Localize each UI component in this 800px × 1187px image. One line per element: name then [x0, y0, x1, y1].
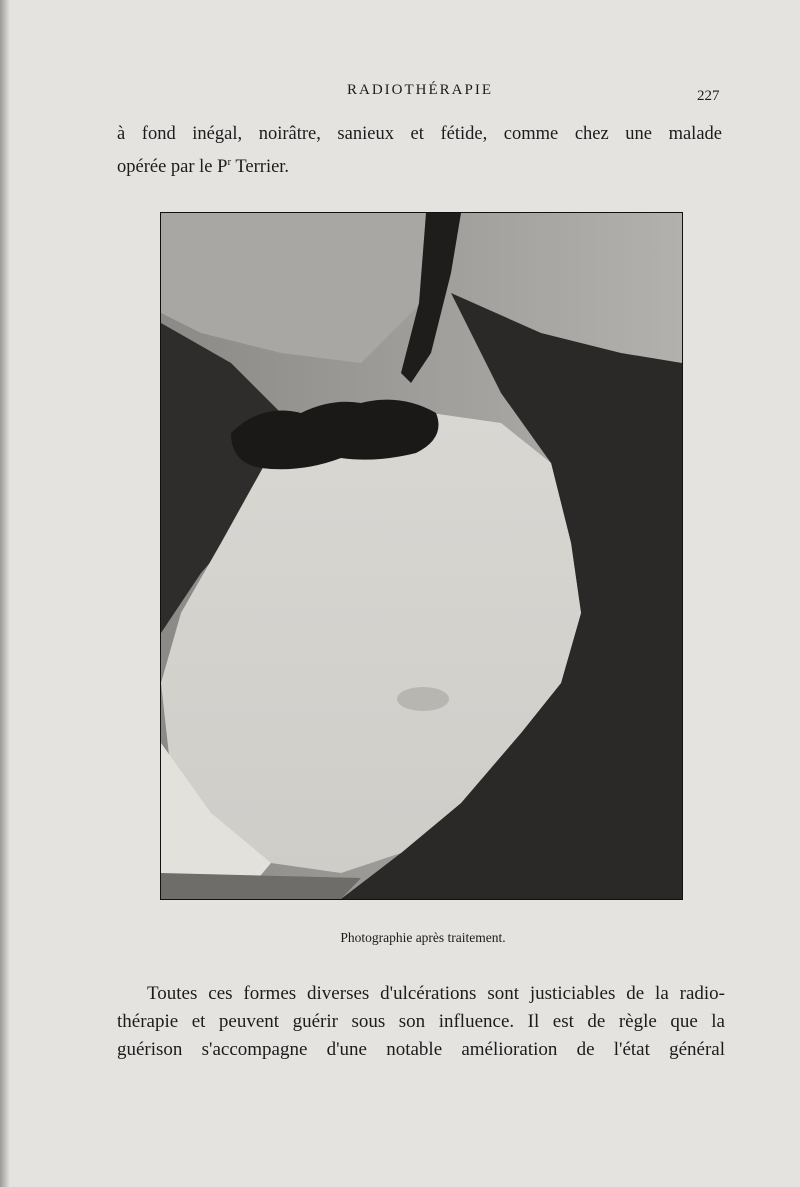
photograph-figure [160, 212, 683, 900]
bottom-paragraph-line-1: Toutes ces formes diverses d'ulcérations sont justiciables de la radio- [147, 983, 725, 1004]
patient-photograph [161, 213, 682, 899]
bottom-paragraph-line-3: guérison s'accompagne d'une notable amélioration de l'état général [117, 1039, 725, 1060]
running-head: RADIOTHÉRAPIE [347, 82, 493, 98]
healed-lesion [397, 687, 449, 711]
top-paragraph-line-2 [117, 148, 722, 181]
top-paragraph-line-1: à fond inégal, noirâtre, sanieux et fétide, comme chez une malade [117, 124, 722, 144]
line2-text-after: Terrier. [231, 157, 290, 177]
bottom-paragraph-line-2: thérapie et peuvent guérir sous son influence. Il est de règle que la [117, 1011, 725, 1032]
superscript-r: r [227, 156, 232, 168]
line2-text-before: opérée par le P [117, 157, 228, 177]
figure-caption: Photographie après traitement. [340, 930, 506, 945]
top-paragraph [117, 120, 722, 181]
bottom-paragraph [117, 980, 725, 1064]
page-number: 227 [697, 88, 720, 104]
page-gutter-shadow [0, 0, 10, 1187]
